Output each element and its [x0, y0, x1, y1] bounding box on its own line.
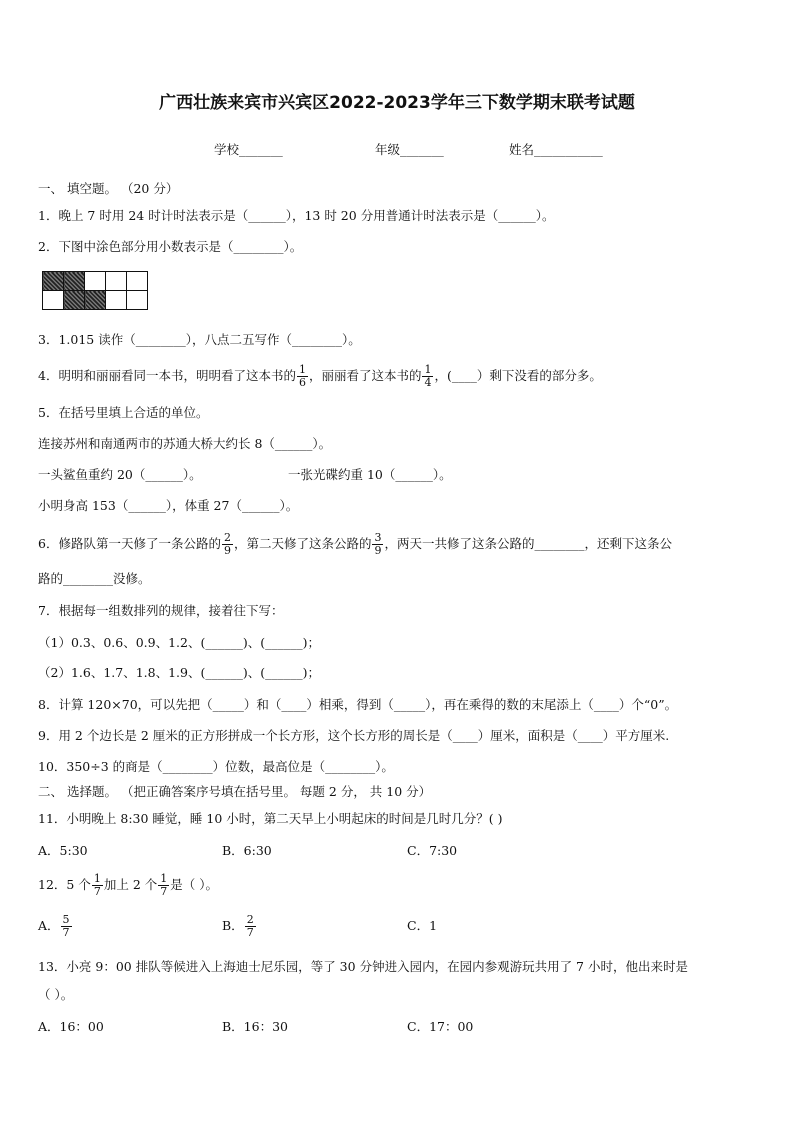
grid-cell: [106, 272, 127, 291]
question-5b: 一头鲨鱼重约 20（______）。: [38, 467, 202, 482]
section-2-heading: 二、 选择题。 （把正确答案序号填在括号里。 每题 2 分， 共 10 分）: [38, 784, 432, 799]
question-2: 2．下图中涂色部分用小数表示是（________）。: [38, 239, 303, 254]
shaded-grid-figure: [42, 271, 148, 310]
grid-cell-shaded: [64, 291, 85, 310]
grid-cell: [43, 291, 64, 310]
q6-text-a: 6．修路队第一天修了一条公路的: [38, 536, 221, 551]
q6-text-c: ，两天一共修了这条公路的________，还剩下这条公: [384, 536, 672, 551]
q13-option-b: B．16：30: [222, 1019, 288, 1034]
question-8: 8．计算 120×70，可以先把（_____）和（____）相乘，得到（_____），再在乘得的数的末尾添上（____）个“0”。: [38, 697, 678, 712]
question-7a: （1）0.3、0.6、0.9、1.2、(______)、(______)；: [38, 635, 320, 650]
fraction: [372, 532, 383, 557]
denominator: 7: [62, 926, 70, 939]
q12-text-c: 是（ ）。: [170, 877, 218, 892]
school-field: 学校_______: [214, 142, 283, 157]
name-field: 姓名___________: [509, 142, 603, 157]
numerator: 5: [62, 913, 70, 926]
q13-option-a: A．16：00: [38, 1019, 104, 1034]
grid-row: [43, 272, 148, 291]
denominator: 7: [93, 885, 101, 898]
grade-field: 年级_______: [375, 142, 444, 157]
q6-text-b: ，第二天修了这条公路的: [233, 536, 372, 551]
question-3: 3．1.015 读作（________），八点二五写作（________）。: [38, 332, 361, 347]
grid-cell: [127, 272, 148, 291]
question-5d: 小明身高 153（______），体重 27（______）。: [38, 498, 299, 513]
question-4: [38, 363, 602, 389]
q13-option-c: C．17：00: [407, 1019, 474, 1034]
question-6-cont: 路的________没修。: [38, 571, 151, 586]
question-12: [38, 871, 218, 899]
numerator: 1: [298, 363, 306, 376]
numerator: 3: [374, 531, 382, 544]
q12-text-a: 12．5 个: [38, 877, 91, 892]
question-5c: 一张光碟约重 10（______）。: [288, 467, 452, 482]
denominator: 9: [223, 544, 231, 557]
q11-option-c: C．7:30: [407, 843, 458, 858]
denominator: 7: [160, 885, 168, 898]
q12-text-b: 加上 2 个: [103, 877, 158, 892]
question-1: 1．晚上 7 时用 24 时计时法表示是（______），13 时 20 分用普通计时法表示是（______）。: [38, 208, 555, 223]
section-1-heading: 一、 填空题。 （20 分）: [38, 181, 179, 196]
question-13-cont: （ ）。: [38, 987, 74, 1002]
q4-text-b: ，丽丽看了这本书的: [308, 368, 422, 383]
q4-text-c: ，(____）剩下没看的部分多。: [434, 368, 602, 383]
fraction: [422, 364, 433, 389]
grid-row: [43, 291, 148, 310]
question-5: 5．在括号里填上合适的单位。: [38, 405, 209, 420]
numerator: 2: [246, 913, 254, 926]
fraction: [158, 873, 169, 898]
question-13: 13．小亮 9：00 排队等候进入上海迪士尼乐园，等了 30 分钟进入园内，在园内参观游玩共用了 7 小时，他出来时是: [38, 959, 688, 974]
fraction: [61, 914, 72, 939]
question-7: 7．根据每一组数排列的规律，接着往下写：: [38, 603, 284, 618]
fraction: [222, 532, 233, 557]
question-6: [38, 530, 672, 558]
q4-text-a: 4．明明和丽丽看同一本书，明明看了这本书的: [38, 368, 296, 383]
fraction: [297, 364, 308, 389]
q12-option-c: C．1: [407, 918, 438, 933]
page-title: 广西壮族来宾市兴宾区2022-2023学年三下数学期末联考试题: [159, 93, 635, 113]
q11-option-a: A．5:30: [38, 843, 88, 858]
numerator: 1: [160, 872, 168, 885]
grid-cell: [106, 291, 127, 310]
grid-cell-shaded: [64, 272, 85, 291]
denominator: 6: [298, 376, 306, 389]
denominator: 9: [374, 544, 382, 557]
grid-cell-shaded: [43, 272, 64, 291]
q12-option-a: [38, 912, 73, 940]
option-label: B．: [222, 918, 244, 933]
question-5a: 连接苏州和南通两市的苏通大桥大约长 8（______）。: [38, 436, 332, 451]
grid-cell: [127, 291, 148, 310]
question-7b: （2）1.6、1.7、1.8、1.9、(______)、(______)；: [38, 665, 320, 680]
option-label: A．: [38, 918, 60, 933]
fraction: [245, 914, 256, 939]
question-10: 10．350÷3 的商是（________）位数，最高位是（________）。: [38, 759, 394, 774]
q12-option-b: [222, 912, 257, 940]
question-9: 9．用 2 个边长是 2 厘米的正方形拼成一个长方形，这个长方形的周长是（____）厘米，面积是（____）平方厘米.: [38, 728, 670, 743]
numerator: 1: [424, 363, 432, 376]
denominator: 4: [424, 376, 432, 389]
numerator: 2: [223, 531, 231, 544]
numerator: 1: [93, 872, 101, 885]
grid-cell: [85, 272, 106, 291]
denominator: 7: [246, 926, 254, 939]
grid-cell-shaded: [85, 291, 106, 310]
fraction: [92, 873, 103, 898]
question-11: 11．小明晚上 8:30 睡觉，睡 10 小时，第二天早上小明起床的时间是几时几分？( ): [38, 811, 503, 826]
q11-option-b: B．6:30: [222, 843, 272, 858]
